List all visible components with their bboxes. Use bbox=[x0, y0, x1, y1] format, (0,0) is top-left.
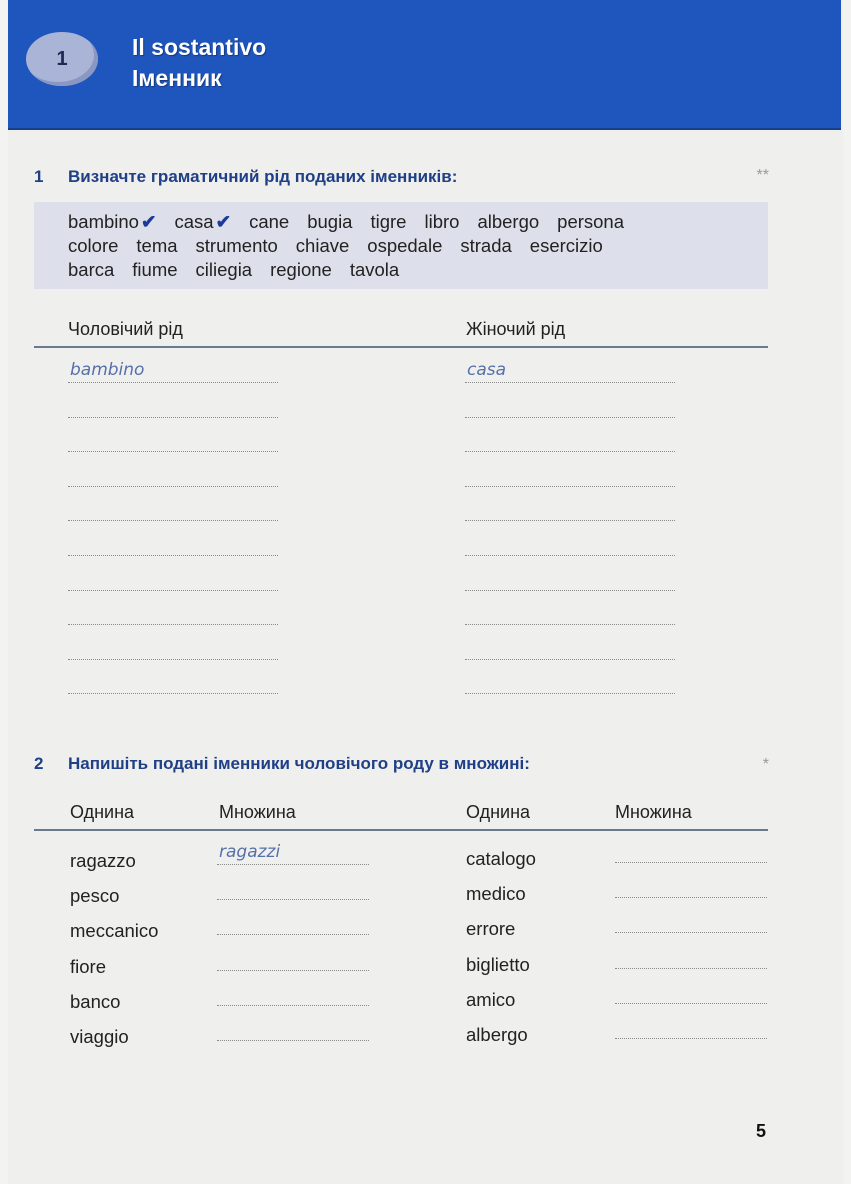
plural-answer-line[interactable] bbox=[217, 1040, 369, 1041]
word-bank bbox=[34, 202, 768, 289]
word-text: albergo bbox=[477, 211, 540, 232]
feminine-answer-line[interactable] bbox=[465, 659, 675, 660]
word-text: bambino bbox=[68, 211, 139, 232]
singular-noun: viaggio bbox=[70, 1026, 129, 1047]
word-bank-word bbox=[68, 234, 118, 258]
masculine-answer-line[interactable] bbox=[68, 382, 278, 383]
masculine-answer-line[interactable] bbox=[68, 520, 278, 521]
unit-title-ukrainian: Іменник bbox=[132, 65, 222, 91]
word-bank-word bbox=[296, 234, 349, 258]
feminine-answer-line[interactable] bbox=[465, 451, 675, 452]
check-mark-icon: ✔ bbox=[215, 211, 232, 232]
plural-answer-line[interactable] bbox=[615, 1038, 767, 1039]
column-header-masculine: Чоловічий рід bbox=[68, 319, 183, 339]
singular-noun: medico bbox=[466, 883, 526, 905]
masculine-answer-text: bambino bbox=[70, 360, 145, 380]
singular-noun: errore bbox=[466, 918, 516, 940]
plural-answer-text: ragazzi bbox=[219, 842, 281, 862]
plural-answer-line[interactable] bbox=[217, 970, 369, 971]
plural-answer-line[interactable] bbox=[217, 934, 369, 935]
feminine-answer-line[interactable] bbox=[465, 590, 675, 591]
singular-noun: meccanico bbox=[70, 920, 159, 942]
plural-answer-line[interactable] bbox=[615, 897, 767, 898]
singular-noun: catalogo bbox=[466, 848, 536, 869]
word-bank-word bbox=[370, 210, 406, 234]
feminine-answer-line[interactable] bbox=[465, 417, 675, 418]
feminine-answer-line[interactable] bbox=[465, 486, 675, 487]
feminine-answer-line[interactable] bbox=[465, 693, 675, 694]
word-bank-word bbox=[530, 234, 603, 258]
word-text: strada bbox=[460, 235, 512, 256]
word-bank-line bbox=[68, 234, 768, 258]
word-text: libro bbox=[424, 211, 460, 232]
word-bank-word bbox=[367, 234, 442, 258]
plural-answer-line[interactable] bbox=[615, 932, 767, 933]
plural-answer-line[interactable] bbox=[615, 1003, 767, 1004]
singular-noun: fiore bbox=[70, 955, 106, 977]
masculine-answer-line[interactable] bbox=[68, 590, 278, 591]
feminine-answer-text: casa bbox=[467, 360, 507, 380]
plural-answer-line[interactable] bbox=[217, 899, 369, 900]
header-rule bbox=[34, 346, 768, 348]
word-bank-word bbox=[249, 210, 289, 234]
singular-noun: ragazzo bbox=[70, 850, 136, 871]
word-text: cane bbox=[249, 211, 290, 232]
exercise-1-heading bbox=[34, 167, 768, 187]
word-bank-word bbox=[270, 258, 332, 282]
page-number: 5 bbox=[756, 1121, 767, 1141]
plural-answer-line[interactable] bbox=[217, 1005, 369, 1006]
exercise-number: 1 bbox=[34, 167, 44, 186]
unit-title bbox=[132, 32, 266, 94]
word-bank-word bbox=[132, 258, 177, 282]
singular-noun: biglietto bbox=[466, 953, 530, 975]
masculine-answer-line[interactable] bbox=[68, 486, 278, 487]
masculine-answer-line[interactable] bbox=[68, 693, 278, 694]
unit-number-badge: 1 bbox=[26, 32, 98, 86]
word-bank-word bbox=[557, 210, 624, 234]
word-bank-word bbox=[477, 210, 539, 234]
exercise-2-heading bbox=[34, 754, 530, 774]
word-bank-line bbox=[68, 210, 768, 234]
column-header-plural: Множина bbox=[219, 802, 296, 822]
feminine-answer-line[interactable] bbox=[465, 624, 675, 625]
word-text: tigre bbox=[370, 211, 407, 232]
column-header-feminine: Жіночий рід bbox=[466, 319, 566, 339]
word-bank-word bbox=[307, 210, 352, 234]
plural-answer-line[interactable] bbox=[217, 864, 369, 865]
singular-noun: amico bbox=[466, 988, 516, 1010]
header-rule bbox=[34, 829, 768, 831]
masculine-answer-line[interactable] bbox=[68, 451, 278, 452]
word-bank-word bbox=[136, 234, 177, 258]
column-header-singular: Однина bbox=[466, 802, 531, 822]
singular-noun: pesco bbox=[70, 885, 120, 907]
word-bank-word bbox=[196, 258, 253, 282]
word-bank-word bbox=[68, 258, 114, 282]
masculine-answer-line[interactable] bbox=[68, 624, 278, 625]
word-bank-word bbox=[460, 234, 511, 258]
exercise-instruction: Визначте граматичний рід поданих іменників: bbox=[68, 167, 458, 186]
word-bank-word bbox=[424, 210, 459, 234]
unit-title-italian: Il sostantivo bbox=[132, 34, 267, 60]
word-bank-word bbox=[68, 210, 156, 234]
plural-answer-line[interactable] bbox=[615, 862, 767, 863]
feminine-answer-line[interactable] bbox=[465, 382, 675, 383]
check-mark-icon: ✔ bbox=[140, 211, 157, 232]
word-bank-word bbox=[350, 258, 399, 282]
word-bank-line bbox=[68, 258, 768, 282]
singular-noun: banco bbox=[70, 990, 121, 1012]
word-text: colore bbox=[68, 235, 119, 256]
feminine-answer-line[interactable] bbox=[465, 520, 675, 521]
word-text: tema bbox=[136, 235, 178, 256]
column-header-plural: Множина bbox=[615, 802, 692, 822]
exercise-instruction: Напишіть подані іменники чоловічого роду в множині: bbox=[68, 754, 530, 773]
word-text: strumento bbox=[195, 235, 278, 256]
word-text: casa bbox=[174, 211, 214, 232]
masculine-answer-line[interactable] bbox=[68, 555, 278, 556]
exercise-number: 2 bbox=[34, 754, 44, 773]
word-text: bugia bbox=[307, 211, 353, 232]
plural-answer-line[interactable] bbox=[615, 968, 767, 969]
word-text: persona bbox=[557, 211, 625, 232]
masculine-answer-line[interactable] bbox=[68, 659, 278, 660]
difficulty-stars: * bbox=[762, 756, 769, 773]
word-text: ospedale bbox=[367, 235, 443, 256]
word-text: barca bbox=[68, 259, 115, 280]
word-bank-word bbox=[174, 210, 231, 234]
feminine-answer-line[interactable] bbox=[465, 555, 675, 556]
word-text: chiave bbox=[295, 235, 350, 256]
word-text: tavola bbox=[349, 259, 400, 280]
column-header-singular: Однина bbox=[70, 802, 135, 822]
word-text: esercizio bbox=[529, 235, 603, 256]
masculine-answer-line[interactable] bbox=[68, 417, 278, 418]
difficulty-stars: ** bbox=[756, 167, 769, 184]
word-bank-word bbox=[196, 234, 278, 258]
word-text: ciliegia bbox=[195, 259, 253, 280]
singular-noun: albergo bbox=[466, 1024, 528, 1045]
word-text: regione bbox=[270, 259, 332, 280]
word-text: fiume bbox=[132, 259, 178, 280]
